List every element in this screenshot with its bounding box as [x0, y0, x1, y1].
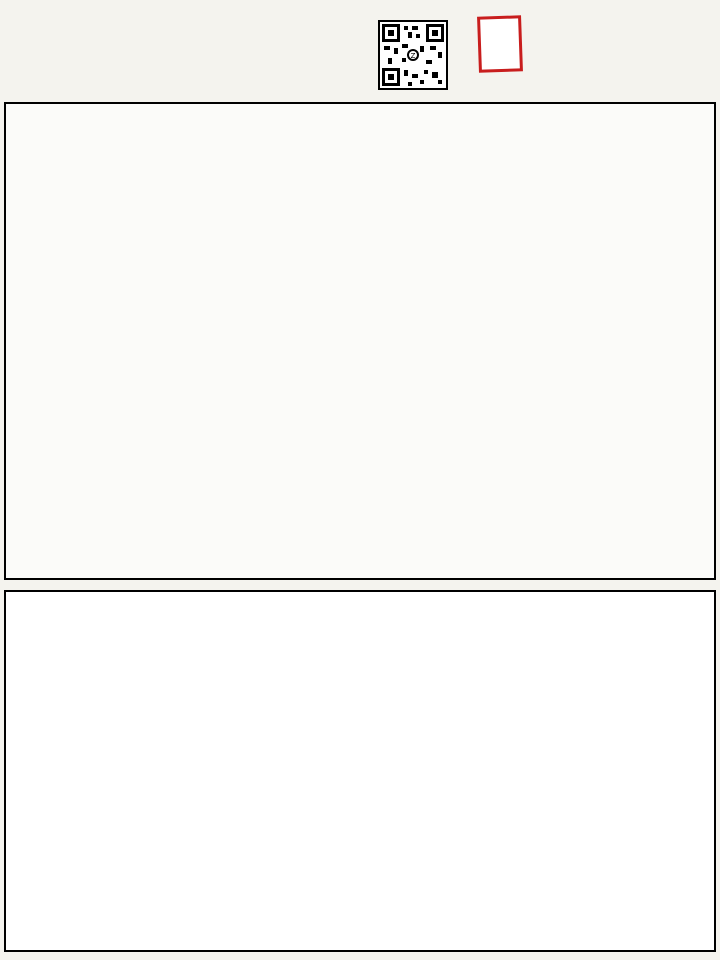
red-seal-stamp [477, 15, 523, 73]
svg-text:Z: Z [410, 52, 416, 60]
annual-luck-table [4, 590, 716, 952]
qr-code-icon [378, 20, 448, 90]
four-pillars-panel [4, 102, 716, 580]
